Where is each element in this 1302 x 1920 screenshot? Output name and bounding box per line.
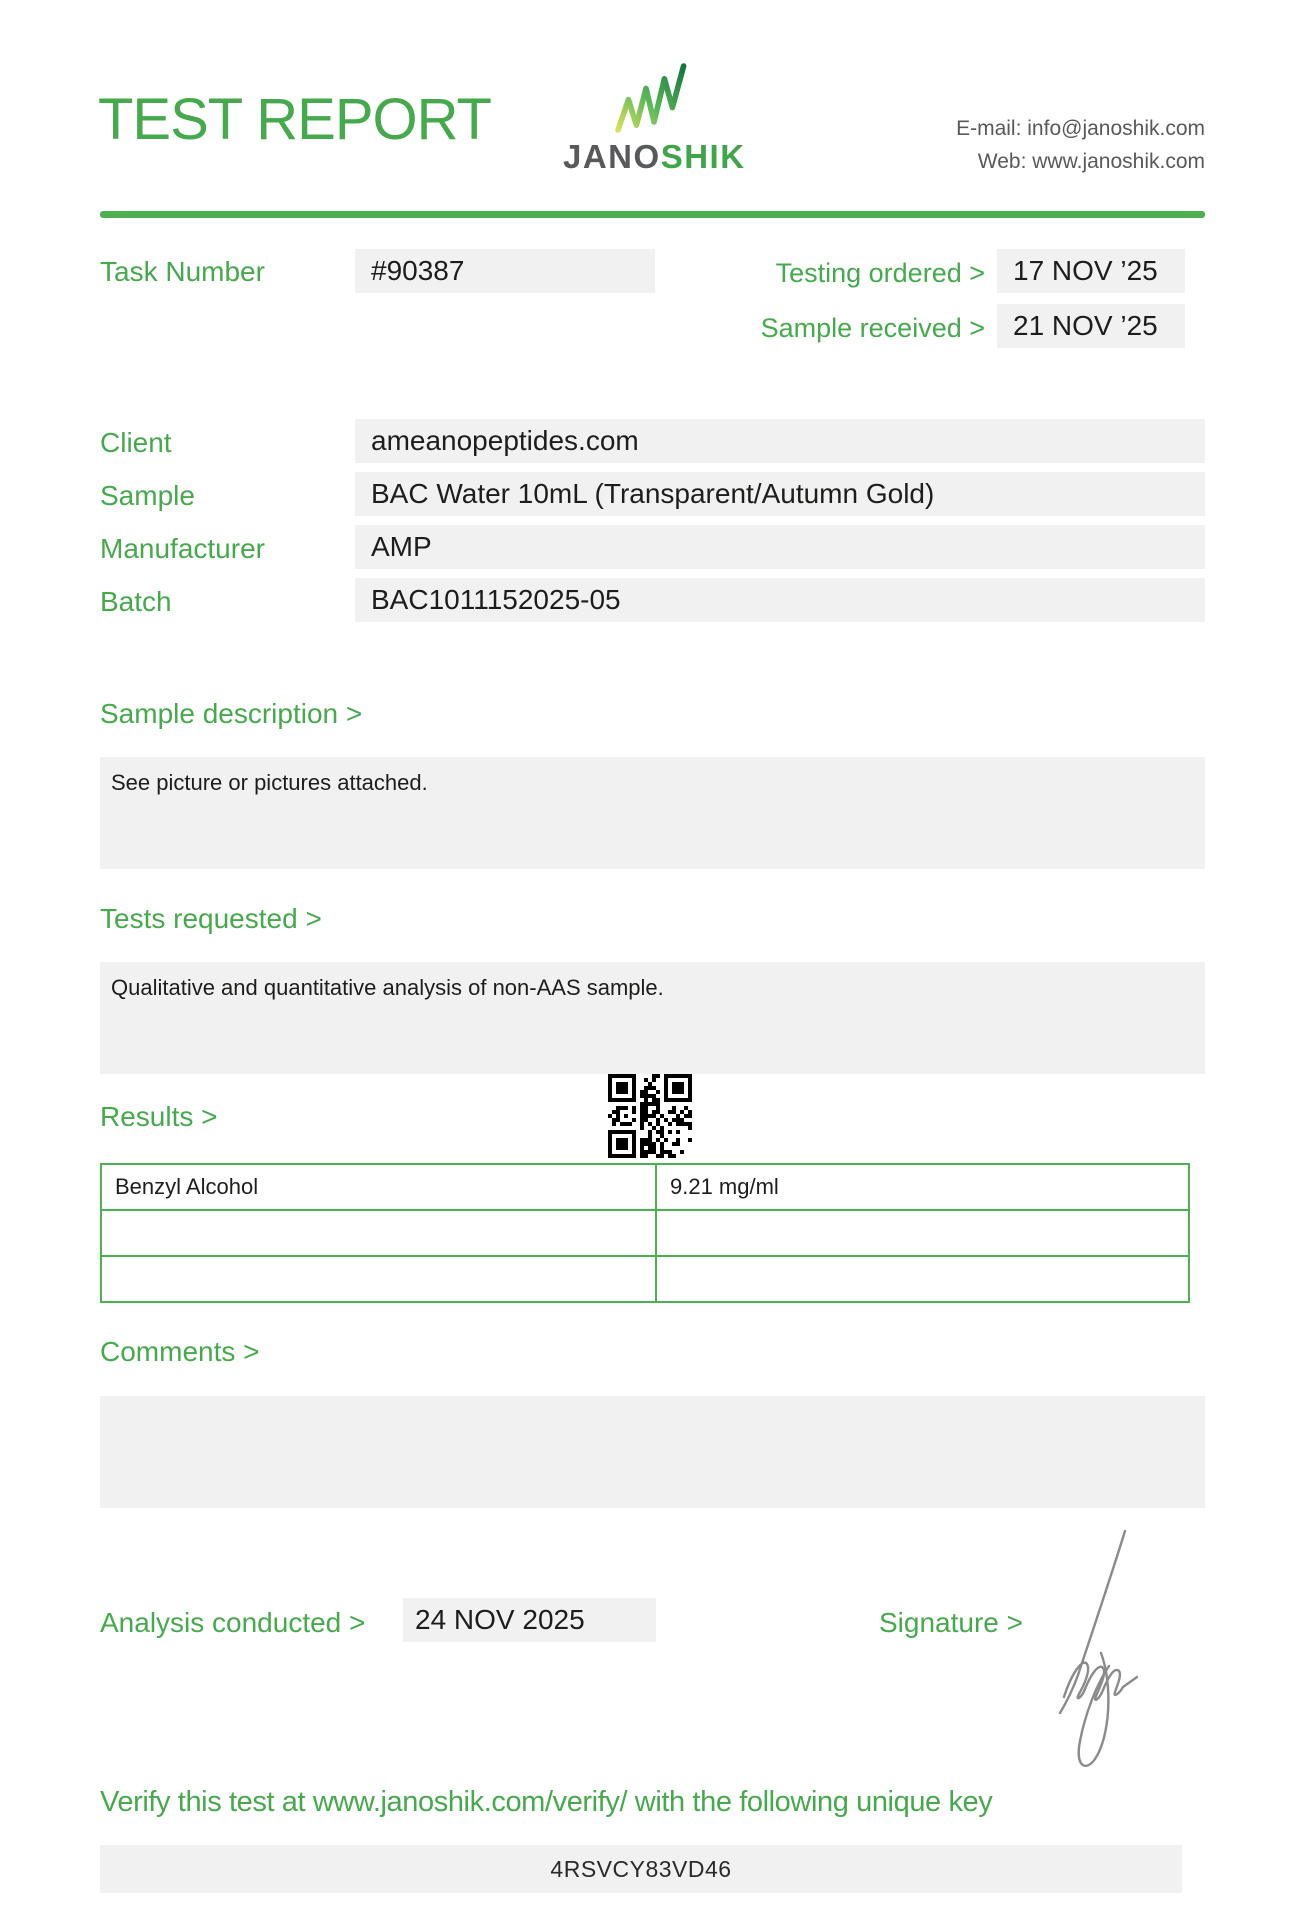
signature-scribble-icon <box>1038 1525 1163 1780</box>
contact-web: Web: www.janoshik.com <box>977 150 1205 173</box>
batch-value: BAC1011152025-05 <box>355 578 1205 622</box>
verify-key-box <box>100 1845 1182 1893</box>
qr-code <box>608 1074 692 1158</box>
cell-result: 9.21 mg/ml <box>656 1164 1189 1210</box>
logo-shik: SHIK <box>660 138 746 175</box>
sample-description-box <box>100 757 1205 869</box>
tests-requested-heading: Tests requested > <box>100 903 322 934</box>
analysis-conducted-value: 24 NOV 2025 <box>403 1598 656 1642</box>
cell-result <box>656 1256 1189 1302</box>
verify-key: 4RSVCY83VD46 <box>550 1855 732 1882</box>
client-label: Client <box>100 427 172 458</box>
trend-chart-icon <box>610 58 690 138</box>
manufacturer-value: AMP <box>355 525 1205 569</box>
sample-value: BAC Water 10mL (Transparent/Autumn Gold) <box>355 472 1205 516</box>
sample-description-heading: Sample description > <box>100 698 363 729</box>
header-rule <box>100 211 1205 218</box>
results-table <box>100 1163 1190 1303</box>
cell-analyte <box>101 1210 656 1256</box>
comments-box <box>100 1396 1205 1508</box>
testing-ordered-value: 17 NOV ’25 <box>997 249 1185 293</box>
logo-wordmark <box>563 138 746 176</box>
page-title: TEST REPORT <box>98 87 491 152</box>
sample-received-label: Sample received > <box>760 313 985 343</box>
tests-requested-text: Qualitative and quantitative analysis of non-AAS sample. <box>111 975 664 1000</box>
sample-label: Sample <box>100 480 195 511</box>
verify-text: Verify this test at www.janoshik.com/verify/ with the following unique key <box>100 1786 993 1818</box>
sample-received-value: 21 NOV ’25 <box>997 304 1185 348</box>
analysis-conducted-label: Analysis conducted > <box>100 1607 366 1638</box>
cell-analyte: Benzyl Alcohol <box>101 1164 656 1210</box>
tests-requested-box <box>100 962 1205 1074</box>
janoshik-logo <box>610 58 690 138</box>
contact-email: E-mail: info@janoshik.com <box>956 117 1205 140</box>
qr-code-icon <box>608 1074 692 1158</box>
signature-image <box>1038 1525 1163 1780</box>
sample-description-text: See picture or pictures attached. <box>111 770 428 795</box>
cell-analyte <box>101 1256 656 1302</box>
batch-label: Batch <box>100 586 172 617</box>
logo-jano: JANO <box>563 138 661 175</box>
table-row <box>101 1164 1189 1210</box>
comments-heading: Comments > <box>100 1336 260 1367</box>
table-row <box>101 1210 1189 1256</box>
client-value: ameanopeptides.com <box>355 419 1205 463</box>
manufacturer-label: Manufacturer <box>100 533 265 564</box>
task-number-value: #90387 <box>355 249 655 293</box>
cell-result <box>656 1210 1189 1256</box>
signature-label: Signature > <box>879 1607 1023 1638</box>
table-row <box>101 1256 1189 1302</box>
results-heading: Results > <box>100 1101 218 1132</box>
contact-block <box>956 112 1205 178</box>
testing-ordered-label: Testing ordered > <box>775 258 985 288</box>
task-number-label: Task Number <box>100 256 265 287</box>
